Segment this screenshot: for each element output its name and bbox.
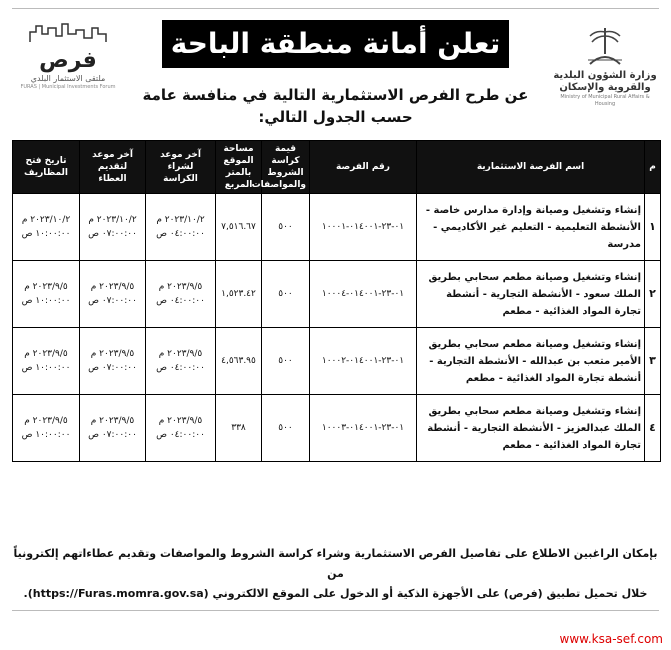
skyline-icon: [28, 22, 108, 44]
palm-swords-emblem-icon: [582, 24, 628, 70]
row-index: ٣: [645, 328, 661, 395]
booklet-fee: ٥٠٠: [262, 261, 310, 328]
page-subtitle: عن طرح الفرص الاستثمارية التالية في منافسة عامة حسب الجدول التالي:: [142, 86, 529, 126]
note-line-2: خلال تحميل تطبيق (فرص) على الأجهزة الذكية أو الدخول على الموقع الالكتروني (https://Furas.momra.gov.sa).: [23, 587, 648, 600]
opening-date: ٢٠٢٣/٩/٥ م ١٠:٠٠:٠٠ ص: [13, 261, 80, 328]
opportunity-number: ٠١-٢٣-٠١٤٠٠١-١٠٠٠١: [310, 194, 417, 261]
col-header-number: رقم الفرصة: [310, 141, 417, 194]
table-row: [13, 261, 661, 328]
instructions-note: [12, 544, 659, 604]
opportunity-name: إنشاء وتشغيل وصيانة مطعم سحابي بطريق الملك عبدالعزيز - الأنشطة التجارية - أنشطة تجارة المواد الغذائية - مطعم: [417, 395, 645, 462]
col-header-submission: آخر موعد لتقديم العطاء: [80, 141, 146, 194]
col-header-area: مساحة الموقع بالمتر المربع: [216, 141, 262, 194]
site-area: ٣٣٨: [216, 395, 262, 462]
table-row: [13, 194, 661, 261]
ministry-name-english: Ministry of Municipal Rural Affairs & Housing: [560, 94, 650, 107]
purchase-deadline: ٢٠٢٣/٩/٥ م ٠٤:٠٠:٠٠ ص: [146, 261, 216, 328]
col-header-fee: قيمة كراسة الشروط والمواصفات: [262, 141, 310, 194]
page-title: تعلن أمانة منطقة الباحة: [162, 20, 509, 68]
col-header-purchase: آخر موعد لشراء الكراسة: [146, 141, 216, 194]
furas-english: FURAS | Municipal Investments Forum: [20, 84, 116, 90]
row-index: ١: [645, 194, 661, 261]
row-index: ٢: [645, 261, 661, 328]
purchase-deadline: ٢٠٢٣/٩/٥ م ٠٤:٠٠:٠٠ ص: [146, 328, 216, 395]
header: [12, 14, 659, 124]
site-area: ٤,٥٦٣.٩٥: [216, 328, 262, 395]
booklet-fee: ٥٠٠: [262, 328, 310, 395]
site-area: ١,٥٢٣.٤٢: [216, 261, 262, 328]
note-line-1: بإمكان الراغبين الاطلاع على تفاصيل الفرص الاستثمارية وشراء كراسة الشروط والمواصفات وتقديم عطاءاتهم إلكترونياً من: [13, 547, 658, 580]
furas-tagline: ملتقى الاستثمار البلدي: [30, 74, 106, 83]
opening-date: ٢٠٢٣/١٠/٢ م ١٠:٠٠:٠٠ ص: [13, 194, 80, 261]
footer-site: www.ksa-sef.com: [559, 632, 663, 646]
col-header-opening: تاريخ فتح المظاريف: [13, 141, 80, 194]
submission-deadline: ٢٠٢٣/٩/٥ م ٠٧:٠٠:٠٠ ص: [80, 261, 146, 328]
row-index: ٤: [645, 395, 661, 462]
bottom-divider: [12, 610, 659, 611]
submission-deadline: ٢٠٢٣/٩/٥ م ٠٧:٠٠:٠٠ ص: [80, 328, 146, 395]
opening-date: ٢٠٢٣/٩/٥ م ١٠:٠٠:٠٠ ص: [13, 395, 80, 462]
ministry-name-line2: والقروية والإسكان: [559, 82, 651, 93]
furas-name: فرص: [39, 48, 97, 73]
submission-deadline: ٢٠٢٣/١٠/٢ م ٠٧:٠٠:٠٠ ص: [80, 194, 146, 261]
col-header-name: اسم الفرصة الاستثمارية: [417, 141, 645, 194]
opportunity-name: إنشاء وتشغيل وصيانة مطعم سحابي بطريق الملك سعود - الأنشطة التجارية - أنشطة تجارة المواد الغذائية - مطعم: [417, 261, 645, 328]
top-divider: [12, 8, 659, 9]
col-header-index: م: [645, 141, 661, 194]
submission-deadline: ٢٠٢٣/٩/٥ م ٠٧:٠٠:٠٠ ص: [80, 395, 146, 462]
site-area: ٧,٥١٦.٦٧: [216, 194, 262, 261]
table-row: [13, 395, 661, 462]
booklet-fee: ٥٠٠: [262, 194, 310, 261]
ministry-logo: [551, 24, 659, 124]
purchase-deadline: ٢٠٢٣/١٠/٢ م ٠٤:٠٠:٠٠ ص: [146, 194, 216, 261]
furas-logo: [12, 22, 124, 122]
purchase-deadline: ٢٠٢٣/٩/٥ م ٠٤:٠٠:٠٠ ص: [146, 395, 216, 462]
booklet-fee: ٥٠٠: [262, 395, 310, 462]
table-header-row: [13, 141, 661, 194]
opportunity-number: ٠١-٢٣-٠١٤٠٠١-١٠٠٠٤: [310, 261, 417, 328]
opportunities-table: [12, 140, 661, 462]
ministry-name-line1: وزارة الشؤون البلدية: [553, 70, 657, 81]
opportunity-name: إنشاء وتشغيل وصيانة وإدارة مدارس خاصة - الأنشطة التعليمية - التعليم غير الأكاديمي - مدرسة: [417, 194, 645, 261]
opening-date: ٢٠٢٣/٩/٥ م ١٠:٠٠:٠٠ ص: [13, 328, 80, 395]
opportunity-name: إنشاء وتشغيل وصيانة مطعم سحابي بطريق الأمير متعب بن عبدالله - الأنشطة التجارية - أنشطة تجارة المواد الغذائية - مطعم: [417, 328, 645, 395]
opportunity-number: ٠١-٢٣-٠١٤٠٠١-١٠٠٠٣: [310, 395, 417, 462]
table-row: [13, 328, 661, 395]
opportunity-number: ٠١-٢٣-٠١٤٠٠١-١٠٠٠٢: [310, 328, 417, 395]
